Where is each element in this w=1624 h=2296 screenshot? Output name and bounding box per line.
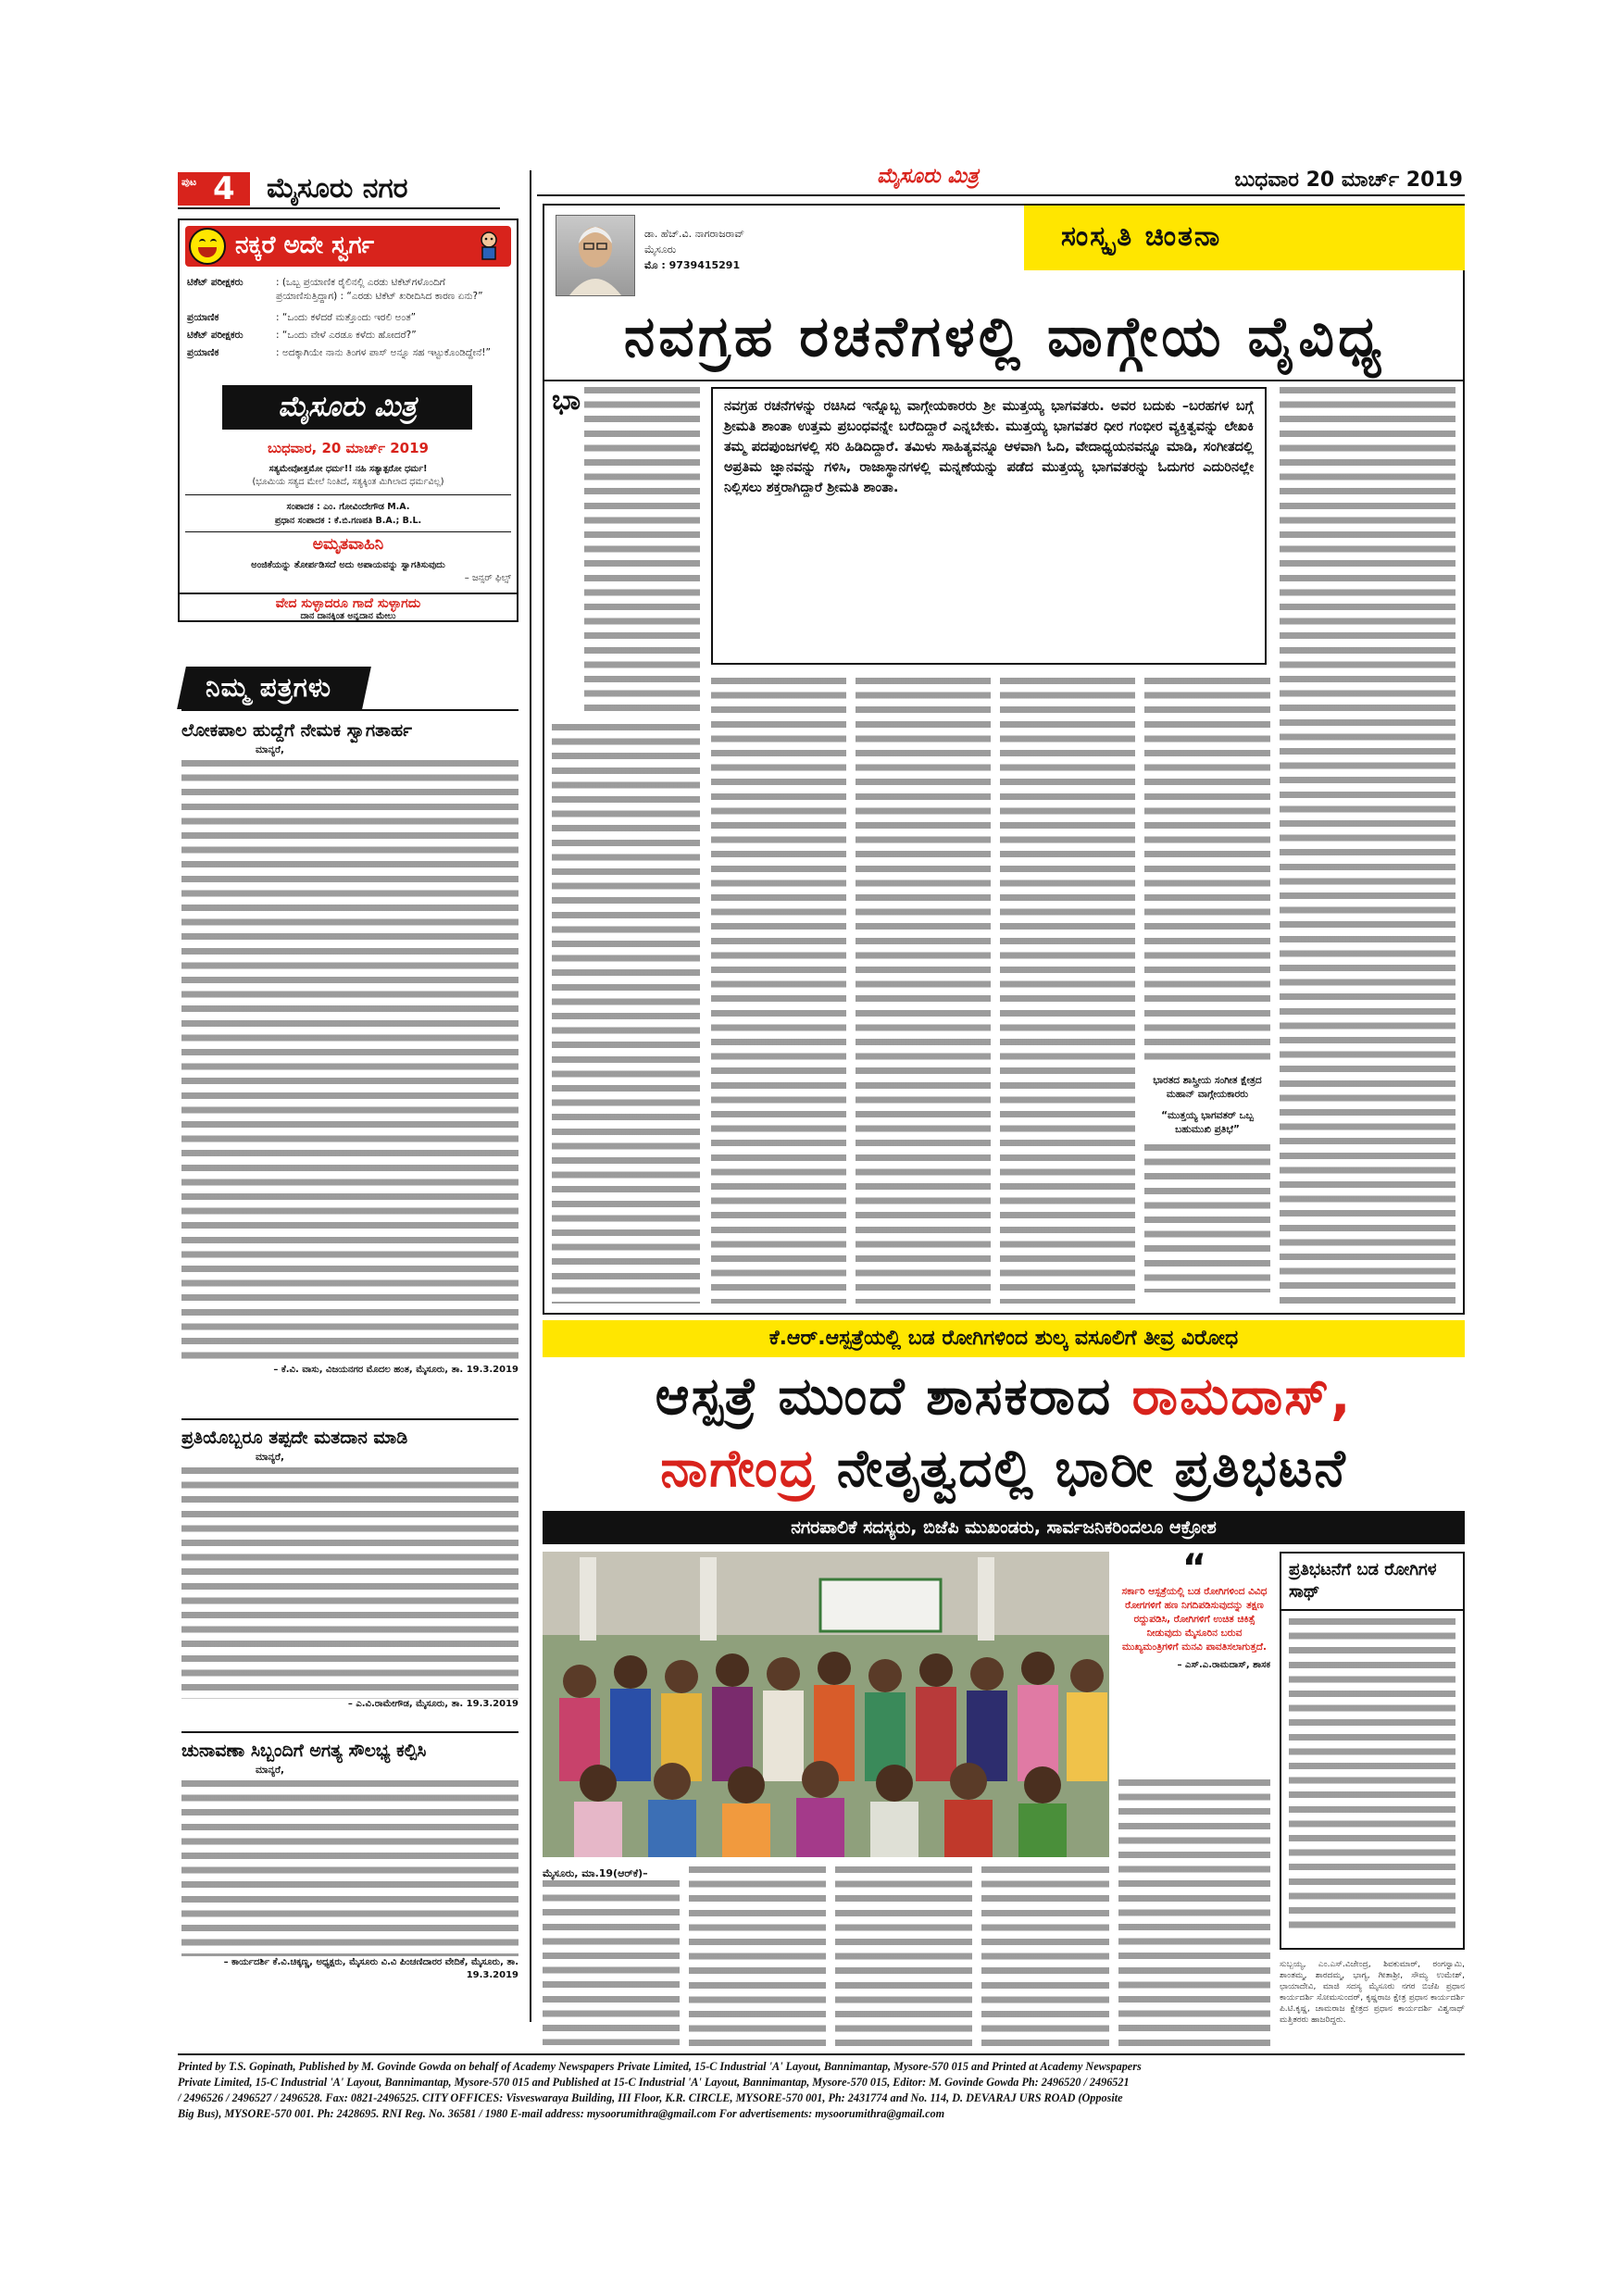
letter-signature: – ಕೆ.ವಿ. ವಾಸು, ವಿಜಯನಗರ ಮೊದಲ ಹಂತ, ಮೈಸೂರು, ತಾ. 19.3.2019 — [273, 1365, 518, 1375]
editorial-masthead-text: ಮೈಸೂರು ಮಿತ್ರ — [278, 391, 417, 423]
editorial-masthead — [222, 385, 472, 430]
letter-signature: – ಕಾರ್ಯದರ್ಶಿ ಕೆ.ವಿ.ಚಿಕ್ಕಣ್ಣ, ಅಧ್ಯಕ್ಷರು, ಮೈಸೂರು ವಿ.ವಿ ಪಿಂಚಣಿದಾರರ ವೇದಿಕೆ, ಮೈಸೂರು, ತಾ. 19.3.2019 — [223, 1957, 518, 1980]
feature-col-6 — [1280, 387, 1455, 1304]
side-box-title: ಪ್ರತಿಭಟನೆಗೆ ಬಡ ರೋಗಿಗಳ ಸಾಥ್ — [1281, 1552, 1463, 1611]
imprint-rule — [178, 2053, 1465, 2055]
editorial-date: ಬುಧವಾರ, 20 ಮಾರ್ಚ್ 2019 — [268, 440, 429, 456]
feature-quote: “ಮುತ್ತಯ್ಯ ಭಾಗವತರ್ ಒಬ್ಬ ಬಹುಮುಖಿ ಪ್ರತಿಭೆ” — [1161, 1110, 1254, 1135]
letters-header — [181, 667, 518, 711]
page-number-box — [178, 172, 250, 206]
humor-title: ನಕ್ಕರೆ ಅದೇ ಸ್ವರ್ಗ — [235, 231, 374, 259]
letter-body-placeholder — [181, 760, 518, 1364]
letter-1 — [181, 718, 518, 1404]
humor-box — [178, 218, 518, 622]
letters-header-title: ನಿಮ್ಮ ಪತ್ರಗಳು — [206, 672, 331, 703]
quote-mark-icon: “ — [1181, 1547, 1207, 1590]
page-folio — [178, 170, 500, 209]
letter-salutation: ಮಾನ್ಯರೆ, — [256, 744, 284, 755]
feature-col-4 — [1000, 678, 1135, 1304]
news-headline-line2: ನಾಗೇಂದ್ರ ನೇತೃತ್ವದಲ್ಲಿ ಭಾರೀ ಪ್ರತಿಭಟನೆ — [660, 1439, 1347, 1499]
folio-date-text: ಬುಧವಾರ 20 ಮಾರ್ಚ್ 2019 — [1234, 168, 1463, 192]
letter-signature: – ಎ.ವಿ.ರಾಮೇಗೌಡ, ಮೈಸೂರು, ತಾ. 19.3.2019 — [347, 1699, 518, 1709]
feature-article — [543, 204, 1465, 1315]
author-byline: ಡಾ. ಹೆಚ್.ವಿ. ನಾಗರಾಜರಾವ್ ಮೈಸೂರು ಮೊ : 9739415291 — [644, 228, 744, 271]
folio-date — [1185, 168, 1463, 192]
news-headline — [543, 1361, 1465, 1505]
humor-line: ಪ್ರಯಾಣಿಕ : “ಒಂದು ಕಳೆದರೆ ಮತ್ತೊಂದು ಇರಲಿ ಅಂತ” — [187, 312, 417, 323]
imprint: Printed by T.S. Gopinath, Published by M. Govinde Gowda on behalf of Academy Newspapers Private Limited, 15-C Industrial 'A' Layout, Bannimantap, Mysore-570 015 and Printed at Academy Newspapers Private Limited, 15-C Industrial 'A' Layout, Bannimantap, Mysore-570 015 and Published at 15-C Industrial 'A' Layout, Bannimantap, Mysore-570 015, Editor: M. Govinde Gowda Ph: 2496520 / 2496521 / 2496526 / 2496527 / 2496528. Fax: 0821-2496525. CITY OFFICES: Visveswaraya Building, III Floor, K.R. CIRCLE, MYSORE-570 001, Ph: 2431774 and No. 114, D. DEVARAJ URS ROAD (Opposite Big Bus), MYSORE-570 001. Ph: 2428695. RNI Reg. No. 36581 / 1980 E-mail address: mysoorumithra@gmail.com For advertisements: mysoorumithra@gmail.com — [178, 2060, 1142, 2120]
letter-body-placeholder — [181, 1467, 518, 1699]
column-banner — [1024, 206, 1465, 270]
folio-masthead — [826, 165, 1030, 196]
feature-headline: ನವಗ್ರಹ ರಚನೆಗಳಲ್ಲಿ ವಾಗ್ಗೇಯ ವೈವಿಧ್ಯ — [623, 305, 1386, 369]
veda-proverb: ವೇದ ಸುಳ್ಳಾದರೂ ಗಾದೆ ಸುಳ್ಳಾಗದು ದಾನ ದಾನಕ್ಕಿಂತ ಅನ್ನದಾನ ಮೇಲು — [275, 596, 421, 621]
letter-title: ಪ್ರತಿಯೊಬ್ಬರೂ ತಪ್ಪದೇ ಮತದಾನ ಮಾಡಿ — [181, 1428, 408, 1448]
feature-pullnote: ಭಾರತದ ಶಾಸ್ತ್ರೀಯ ಸಂಗೀತ ಕ್ಷೇತ್ರದ ಮಹಾನ್ ವಾಗ್ಗೇಯಕಾರರು — [1153, 1075, 1262, 1100]
feature-col-5 — [1144, 678, 1270, 1304]
news-headline-line1: ಆಸ್ಪತ್ರೆ ಮುಂದೆ ಶಾಸಕರಾದ ರಾಮದಾಸ್, — [655, 1366, 1353, 1427]
author-photo — [556, 215, 635, 296]
feature-col-3 — [856, 678, 991, 1304]
column-divider — [530, 170, 531, 2022]
news-kicker: ಕೆ.ಆರ್.ಆಸ್ಪತ್ರೆಯಲ್ಲಿ ಬಡ ರೋಗಿಗಳಿಂದ ಶುಲ್ಕ ವಸೂಲಿಗೆ ತೀವ್ರ ವಿರೋಧ — [543, 1320, 1465, 1357]
feature-col-2 — [711, 678, 846, 1304]
letter-salutation: ಮಾನ್ಯರೆ, — [256, 1765, 284, 1776]
humor-header — [185, 226, 511, 267]
news-side-box — [1280, 1552, 1465, 1950]
amrita-quote: ಅಂಜಿಕೆಯನ್ನು ತೋರ್ಪಡಿಸದೆ ಅದು ಅಪಾಯವನ್ನು ಸ್ವಾಗತಿಸುವುದು – ಜನ್ಸರ್ ಫಿಲ್ಸ್ — [251, 560, 511, 583]
news-col-6: ಸುಬ್ಬಯ್ಯ, ಎಂ.ಎಸ್.ವಿಜೇಂದ್ರ, ಶಿವಕುಮಾರ್, ರಂಗಸ್ವಾಮಿ, ಶಾಂತಮ್ಮ, ಶಾರದಮ್ಮ, ಭಾಗ್ಯ, ಗೀತಾಶ್ರೀ, ಸೌಮ್ಯ ಉಮೇಶ್, ಛಾಯಾದೇವಿ, ಮಾಜಿ ಸದಸ್ಯ ಮೈಸೂರು ನಗರ ಬಿಜೆಪಿ ಪ್ರಧಾನ ಕಾರ್ಯದರ್ಶಿ ಸೋಮಸುಂದರ್, ಕೃಷ್ಣರಾಜ ಕ್ಷೇತ್ರ ಪ್ರಧಾನ ಕಾರ್ಯದರ್ಶಿ ಪಿ.ಟಿ.ಕೃಷ್ಣ, ಚಾಮರಾಜ ಕ್ಷೇತ್ರದ ಪ್ರಧಾನ ಕಾರ್ಯದರ್ಶಿ ವಿಶ್ವನಾಥ್ ಮತ್ತಿತರರು ಹಾಜರಿದ್ದರು. — [1280, 1960, 1465, 2025]
news-col-2 — [689, 1866, 826, 2046]
editorial-motto: ಸತ್ಯಮೇವೋತ್ತಮೋ ಧರ್ಮ!! ನಹಿ ಸತ್ಯಾತ್ಪರೋ ಧರ್ಮ! (ಭೂಮಿಯ ಸತ್ಯದ ಮೇಲೆ ನಿಂತಿದೆ, ಸತ್ಯಕ್ಕಿಂತ ಮಿಗಿಲಾದ ಧರ್ಮವಿಲ್ಲ) — [252, 464, 444, 487]
column-banner-title: ಸಂಸ್ಕೃತಿ ಚಿಂತನಾ — [1061, 220, 1222, 253]
side-box-body — [1289, 1618, 1455, 1933]
letter-body-placeholder — [181, 1780, 518, 1956]
folio-masthead-text: ಮೈಸೂರು ಮಿತ್ರ — [877, 165, 979, 188]
feature-blurb: ನವಗ್ರಹ ರಚನೆಗಳನ್ನು ರಚಿಸಿದ ಇನ್ನೊಬ್ಬ ವಾಗ್ಗೇಯಕಾರರು ಶ್ರೀ ಮುತ್ತಯ್ಯ ಭಾಗವತರು. ಅವರ ಬದುಕು –ಬರಹಗಳ ಬಗ್ಗೆ ಶ್ರೀಮತಿ ಶಾಂತಾ ಉತ್ತಮ ಪ್ರಬಂಧವನ್ನೇ ಬರೆದಿದ್ದಾರೆ ಎನ್ನಬೇಕು. ಮುತ್ತಯ್ಯ ಭಾಗವತರ ಧೀರ ಗಂಭೀರ ವ್ಯಕ್ತಿತ್ವವನ್ನು ಲೇಖಕಿ ತಮ್ಮ ಪದಪುಂಜಗಳಲ್ಲಿ ಸರಿ ಹಿಡಿದಿದ್ದಾರೆ. ತಮಿಳು ಸಾಹಿತ್ಯವನ್ನೂ ಆಳವಾಗಿ ಓದಿ, ವೇದಾಧ್ಯಯನವನ್ನೂ ಮಾಡಿ, ಸಂಗೀತದಲ್ಲಿ ಅಪ್ರತಿಮ ಜ್ಞಾನವನ್ನು ಗಳಿಸಿ, ರಾಜಾಸ್ಥಾನಗಳಲ್ಲಿ ಮನ್ನಣೆಯನ್ನು ಪಡೆದ ಮುತ್ತಯ್ಯ ಭಾಗವತರನ್ನು ಓದುಗರ ಎದುರಿನಲ್ಲೇ ನಿಲ್ಲಿಸಲು ಶಕ್ತರಾಗಿದ್ದಾರೆ ಶ್ರೀಮತಿ ಶಾಂತಾ. — [711, 387, 1267, 665]
section-title: ಮೈಸೂರು ನಗರ — [267, 172, 408, 205]
feature-col-1b — [552, 724, 700, 1304]
amrita-title: ಅಮೃತವಾಹಿನಿ — [312, 535, 384, 554]
laughing-face-icon — [189, 228, 226, 265]
feature-col-1 — [552, 384, 700, 711]
humor-line: ಪ್ರಯಾಣಿಕ : ಅದಕ್ಕಾಗಿಯೇ ನಾನು ತಿಂಗಳ ಪಾಸ್ ಅನ್ನೂ ಸಹ ಇಟ್ಟುಕೊಂಡಿದ್ದೇನೆ!” — [187, 347, 491, 358]
cartoon-figure-icon — [472, 230, 506, 263]
letter-2 — [181, 1426, 518, 1722]
news-subhead: ನಗರಪಾಲಿಕೆ ಸದಸ್ಯರು, ಬಿಜೆಪಿ ಮುಖಂಡರು, ಸಾರ್ವಜನಿಕರಿಂದಲೂ ಆಕ್ರೋಶ — [543, 1511, 1465, 1544]
page-label: ಪುಟ — [181, 176, 197, 188]
news-quote-box: “ ಸರ್ಕಾರಿ ಆಸ್ಪತ್ರೆಯಲ್ಲಿ ಬಡ ರೋಗಿಗಳಿಂದ ವಿವಿಧ ರೋಗಗಳಿಗೆ ಹಣ ನಿಗದಿಪಡಿಸುವುದನ್ನು ತಕ್ಷಣ ರದ್ದುಪಡಿಸಿ, ರೋಗಿಗಳಿಗೆ ಉಚಿತ ಚಿಕಿತ್ಸೆ ನೀಡುವುದು ಮೈಸೂರಿನ ಬರುವ ಮುಖ್ಯಮಂತ್ರಿಗಳಿಗೆ ಮನವಿ ಪಾವತಿಸಲಾಗುತ್ತದೆ. – ಎಸ್.ಎ.ರಾಮದಾಸ್, ಶಾಸಕ — [1118, 1552, 1270, 1770]
humor-line: ಟಿಕೆಟ್ ಪರೀಕ್ಷಕರು : (ಒಬ್ಬ ಪ್ರಯಾಣಿಕ ರೈಲಿನಲ್ಲಿ ಎರಡು ಟಿಕೆಟ್‌ಗಳೊಂದಿಗೆ ಪ್ರಯಾಣಿಸುತ್ತಿದ್ದಾಗ) : “ಎರಡು ಟಿಕೆಟ್ ಖರೀದಿಸಿದ ಕಾರಣ ಏನು?” — [187, 277, 483, 302]
page-number: 4 — [213, 170, 235, 207]
letter-title: ಲೋಕಪಾಲ ಹುದ್ದೆಗೆ ನೇಮಕ ಸ್ವಾಗತಾರ್ಹ — [181, 720, 412, 741]
news-col-3 — [835, 1866, 972, 2046]
dropcap: ಭಾ — [552, 384, 581, 417]
news-col-5 — [1118, 1779, 1270, 2048]
letter-title: ಚುನಾವಣಾ ಸಿಬ್ಬಂದಿಗೆ ಅಗತ್ಯ ಸೌಲಭ್ಯ ಕಲ್ಪಿಸಿ — [181, 1741, 427, 1761]
letter-salutation: ಮಾನ್ಯರೆ, — [256, 1452, 284, 1463]
news-col-1: ಮೈಸೂರು, ಮಾ.19(ಆರ್‌ಕೆ)– — [543, 1866, 680, 2048]
editorial-credits: ಸಂಪಾದಕ : ಎಂ. ಗೋವಿಂದೇಗೌಡ M.A. ಪ್ರಧಾನ ಸಂಪಾದಕ : ಕೆ.ಬಿ.ಗಣಪತಿ B.A.; B.L. — [274, 502, 422, 526]
protest-photo — [543, 1552, 1109, 1857]
humor-line: ಟಿಕೆಟ್ ಪರೀಕ್ಷಕರು : “ಒಂದು ವೇಳೆ ಎರಡೂ ಕಳೆದು ಹೋದರೆ?” — [187, 330, 417, 341]
humor-dialogue — [187, 276, 509, 360]
letter-3 — [181, 1739, 518, 2016]
folio-rule — [537, 194, 1465, 196]
news-col-4 — [981, 1866, 1109, 2046]
